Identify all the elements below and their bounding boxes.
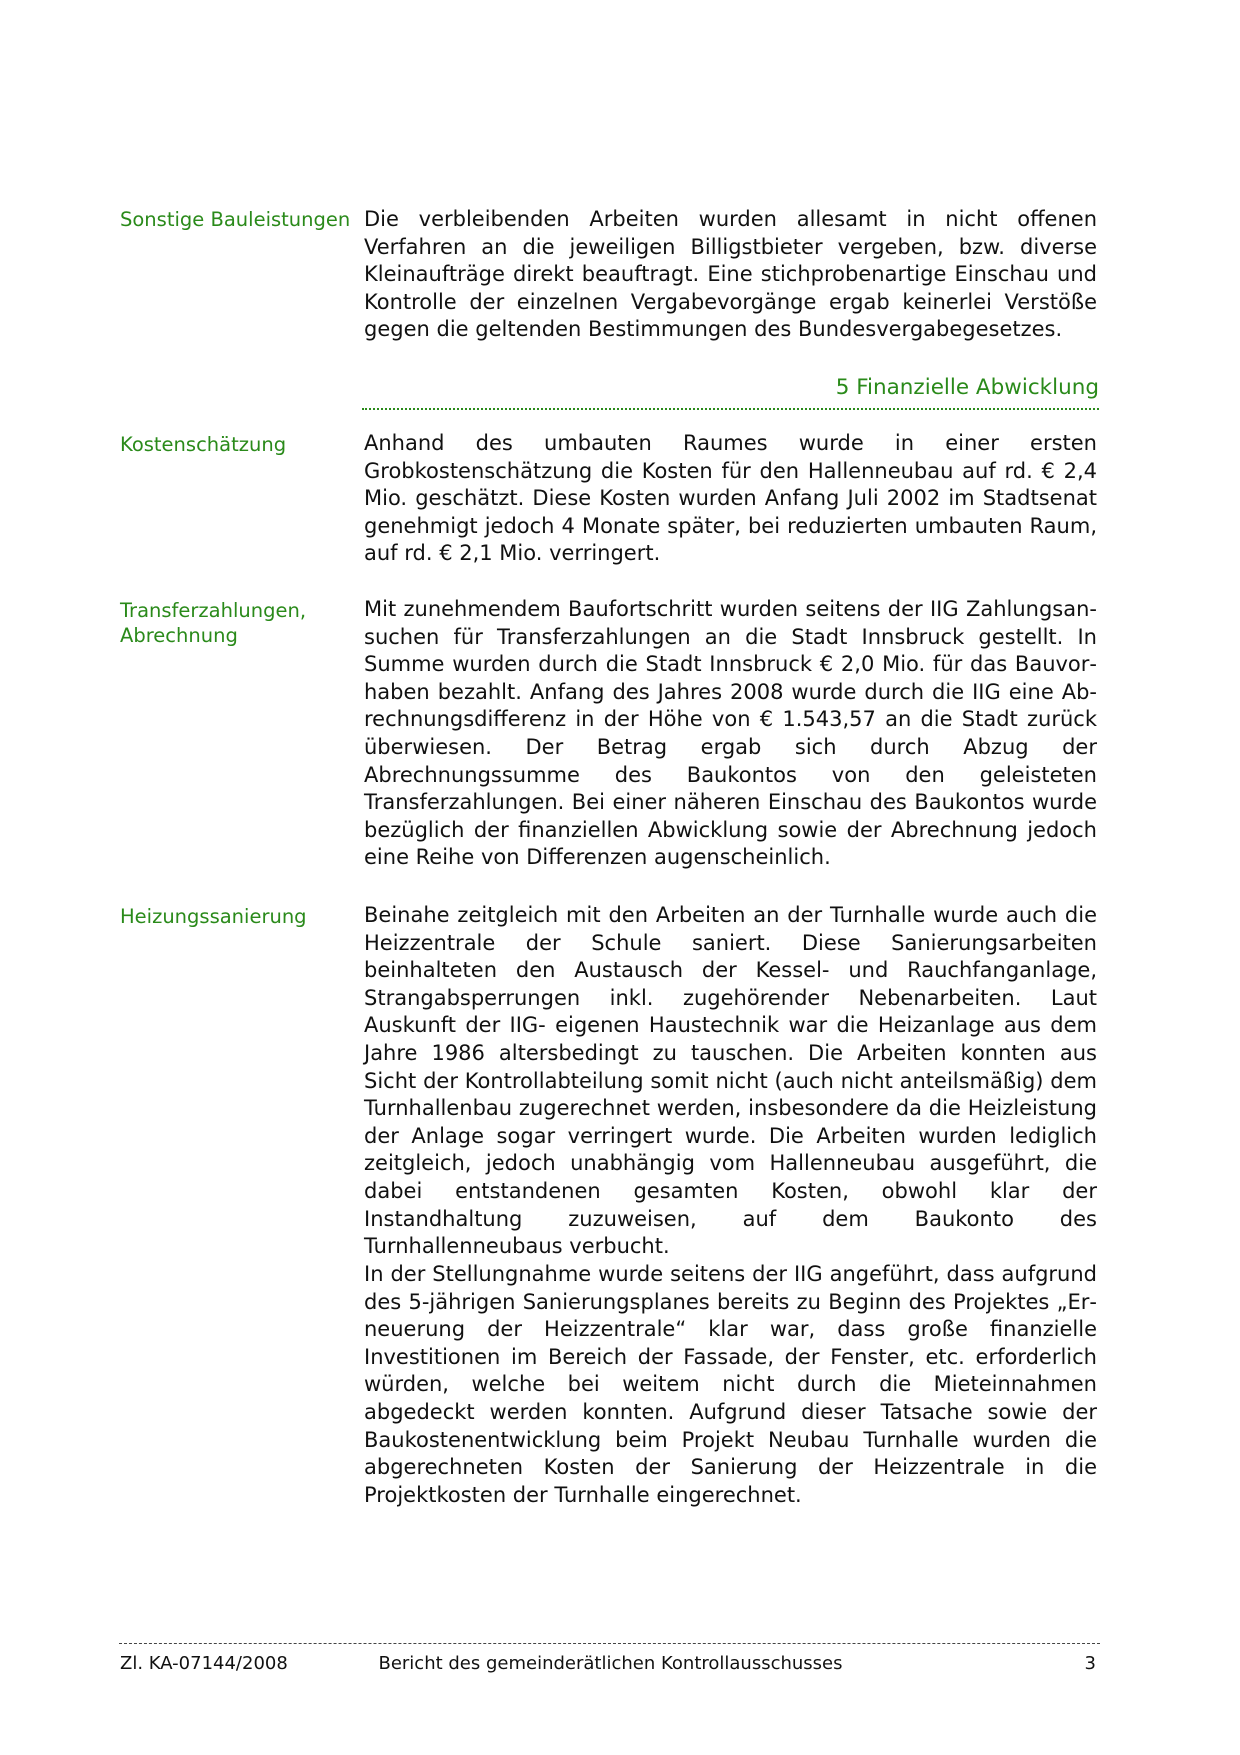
paragraph-heizungssanierung-1: Beinahe zeitgleich mit den Arbeiten an der Turnhalle wurde auch die Heizzentrale der Schule saniert. Diese Sanierungsarbeiten beinhalteten den Austausch der Kessel- und Rauchfanganlage, Strangabsperrungen inkl. zugehörender Nebenarbeiten. Laut Auskunft der IIG- eigenen Haustechnik war die Heizanlage aus dem Jahre 1986 altersbedingt zu tauschen. Die Arbeiten konnten aus Sicht der Kontrollabteilung somit nicht (auch nicht anteilsmäßig) dem Turnhallenbau zugerechnet werden, insbesondere da die Heizleistung der Anlage sogar verringert wurde. Die Arbeiten wurden lediglich zeitgleich, jedoch unabhängig vom Hallenneubau ausgeführt, die dabei entstandenen gesamten Kosten, obwohl klar der Instandhaltung zuzuweisen, auf dem Baukonto des Turnhallenneubaus verbucht. bbox=[364, 903, 1097, 1259]
footer-title: Bericht des gemeinderätlichen Kontrollausschusses bbox=[378, 1653, 843, 1674]
margin-label-line-2: Abrechnung bbox=[120, 624, 238, 647]
paragraph-kostenschaetzung: Anhand des umbauten Raumes wurde in einer ersten Grobkostenschätzung die Kosten für den Hallenneubau auf rd. € 2,4 Mio. geschätzt. Diese Kosten wurden Anfang Juli 2002 im Stadtsenat genehmigt jedoch 4 Monate später, bei reduzierten umbauten Raum, auf rd. € 2,1 Mio. verringert. bbox=[364, 431, 1097, 566]
paragraph-heizungssanierung-2: In der Stellungnahme wurde seitens der IIG angeführt, dass aufgrund des 5-jährigen Sanierungsplanes bereits zu Beginn des Projektes „Erneuerung der Heizzentrale“ klar war, dass große finanzielle Investitionen im Bereich der Fassade, der Fenster, etc. erforderlich würden, welche bei weitem nicht durch die Mieteinnahmen abgedeckt werden konnten. Aufgrund dieser Tatsache sowie der Baukostenentwicklung beim Projekt Neubau Turnhalle wurden die abgerechneten Kosten der Sanierung der Heizzentrale in die Projektkosten der Turnhalle eingerechnet. bbox=[364, 1262, 1097, 1507]
margin-label-kostenschaetzung: Kostenschätzung bbox=[120, 433, 287, 456]
paragraph-sonstige-bauleistungen: Die verbleibenden Arbeiten wurden allesamt in nicht offenen Verfahren an die jeweiligen Billigstbieter vergeben, bzw. diverse Kleinaufträge direkt beauftragt. Eine stichprobenartige Einschau und Kontrolle der einzelnen Vergabevorgänge ergab keinerlei Verstöße gegen die geltenden Bestimmungen des Bundesvergabegesetzes. bbox=[364, 207, 1097, 342]
margin-label-heizungssanierung: Heizungssanierung bbox=[120, 905, 307, 928]
margin-label-transferzahlungen bbox=[120, 598, 360, 648]
margin-label-line-1: Transferzahlungen, bbox=[120, 599, 307, 622]
footer-divider bbox=[119, 1643, 1100, 1644]
section-heading-finanzielle-abwicklung: 5 Finanzielle Abwicklung bbox=[362, 374, 1099, 410]
margin-label-sonstige-bauleistungen: Sonstige Bauleistungen bbox=[120, 208, 351, 231]
footer-reference: Zl. KA-07144/2008 bbox=[120, 1653, 288, 1674]
page-number: 3 bbox=[1084, 1653, 1096, 1674]
paragraph-transferzahlungen: Mit zunehmendem Baufortschritt wurden seitens der IIG Zahlungsansuchen für Transferzahlungen an die Stadt Innsbruck gestellt. In Summe wurden durch die Stadt Innsbruck € 2,0 Mio. für das Bauvorhaben bezahlt. Anfang des Jahres 2008 wurde durch die IIG eine Abrechnungsdifferenz in der Höhe von € 1.543,57 an die Stadt zurück überwiesen. Der Betrag ergab sich durch Abzug der Abrechnungssumme des Baukontos von den geleisteten Transferzahlungen. Bei einer näheren Einschau des Baukontos wurde bezüglich der finanziellen Abwicklung sowie der Abrechnung jedoch eine Reihe von Differenzen augenscheinlich. bbox=[364, 597, 1097, 870]
